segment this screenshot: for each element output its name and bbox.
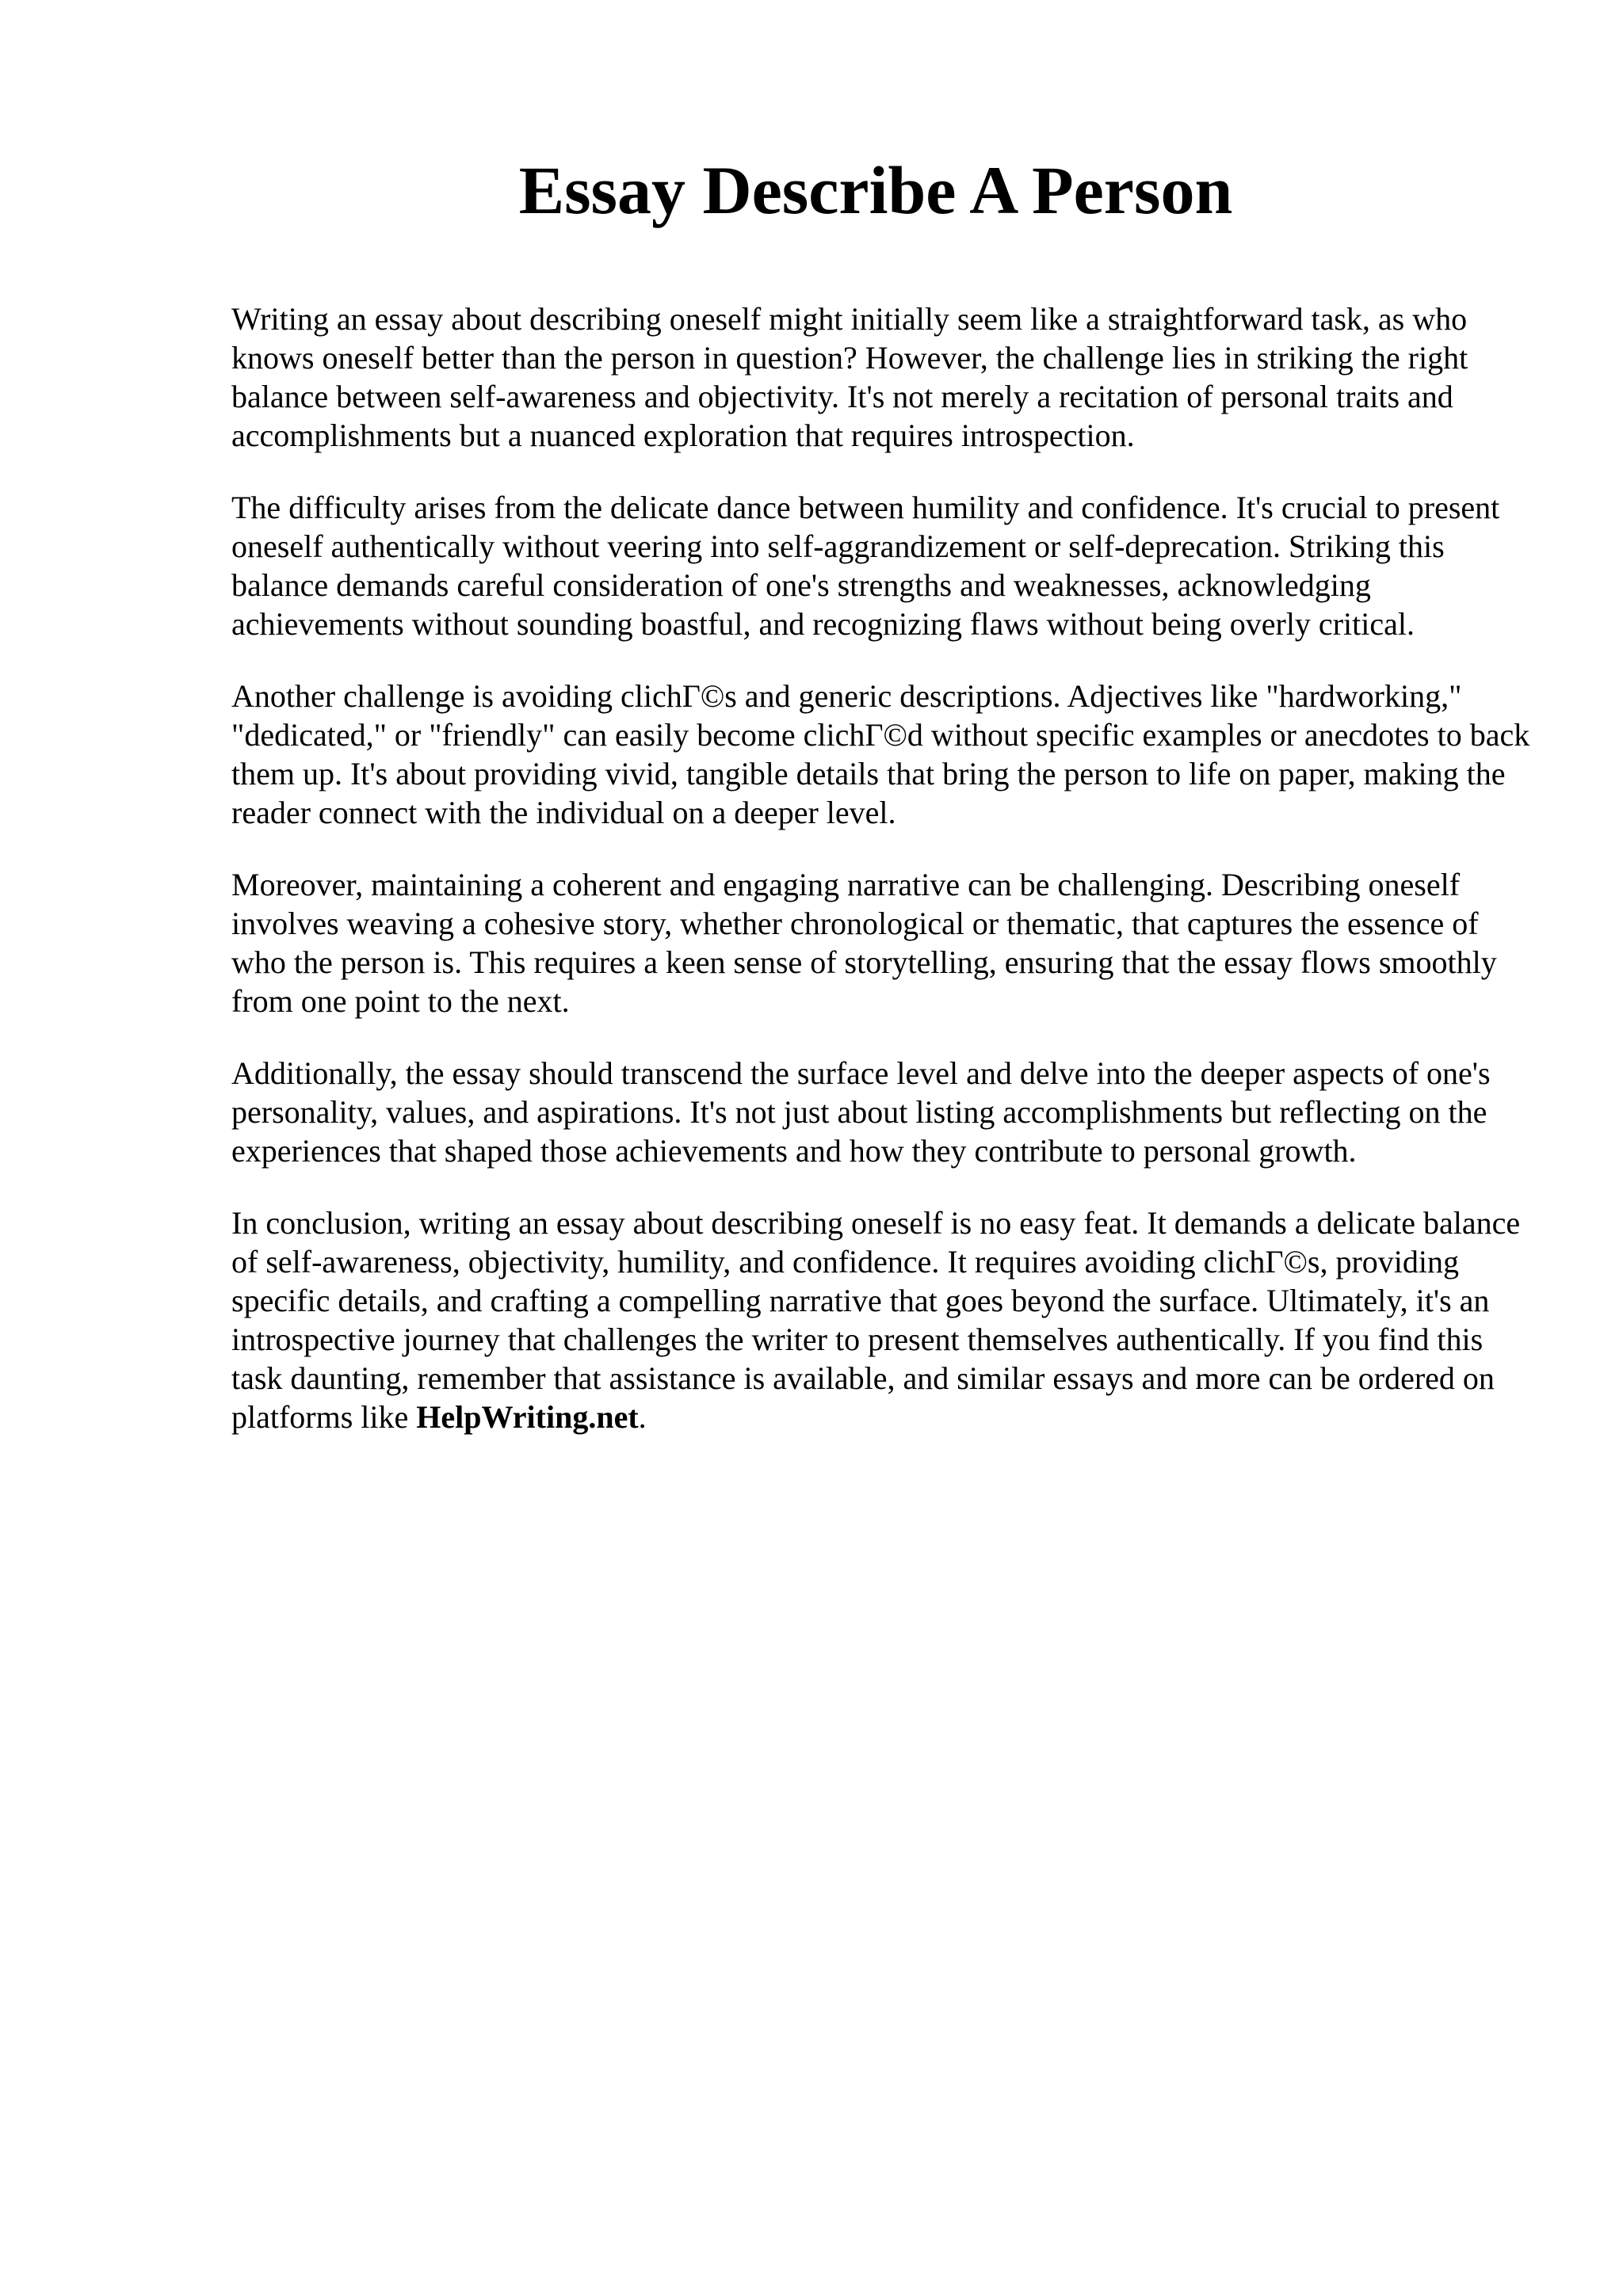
helpwriting-link[interactable]: HelpWriting.net: [416, 1399, 639, 1435]
essay-body: [231, 299, 1531, 1470]
page-title: Essay Describe A Person: [518, 152, 1233, 228]
paragraph-1: Writing an essay about describing oneself might initially seem like a straightforward task, as who knows oneself better than the person in question? However, the challenge lies in striking the right balance between self-awareness and objectivity. It's not merely a recitation of personal traits and accomplishments but a nuanced exploration that requires introspection.: [231, 301, 1468, 453]
paragraph-2: The difficulty arises from the delicate dance between humility and confidence. It's crucial to present oneself authentically without veering into self-aggrandizement or self-deprecation. Striking this balance demands careful consideration of one's strengths and weaknesses, acknowledging achievements without sounding boastful, and recognizing flaws without being overly critical.: [231, 490, 1500, 642]
paragraph-6: [231, 1203, 1531, 1436]
paragraph-3: Another challenge is avoiding clichΓ©s and generic descriptions. Adjectives like "hardworking," "dedicated," or "friendly" can easily become clichΓ©d without specific examples or anecdotes to back them up. It's about providing vivid, tangible details that bring the person to life on paper, making the reader connect with the individual on a deeper level.: [231, 678, 1530, 830]
paragraph-6-text: In conclusion, writing an essay about describing oneself is no easy feat. It demands a delicate balance of self-awareness, objectivity, humility, and confidence. It requires avoiding clichΓ©s, providing specific details, and crafting a compelling narrative that goes beyond the surface. Ultimately, it's an introspective journey that challenges the writer to present themselves authentically. If you find this task daunting, remember that assistance is available, and similar essays and more can be ordered on platforms like: [231, 1205, 1521, 1435]
paragraph-6-end: .: [638, 1399, 647, 1435]
paragraph-5: Additionally, the essay should transcend the surface level and delve into the deeper aspects of one's personality, values, and aspirations. It's not just about listing accomplishments but reflecting on the experiences that shaped those achievements and how they contribute to personal growth.: [231, 1055, 1491, 1169]
paragraph-4: Moreover, maintaining a coherent and engaging narrative can be challenging. Describing oneself involves weaving a cohesive story, whether chronological or thematic, that captures the essence of who the person is. This requires a keen sense of storytelling, ensuring that the essay flows smoothly from one point to the next.: [231, 867, 1497, 1019]
